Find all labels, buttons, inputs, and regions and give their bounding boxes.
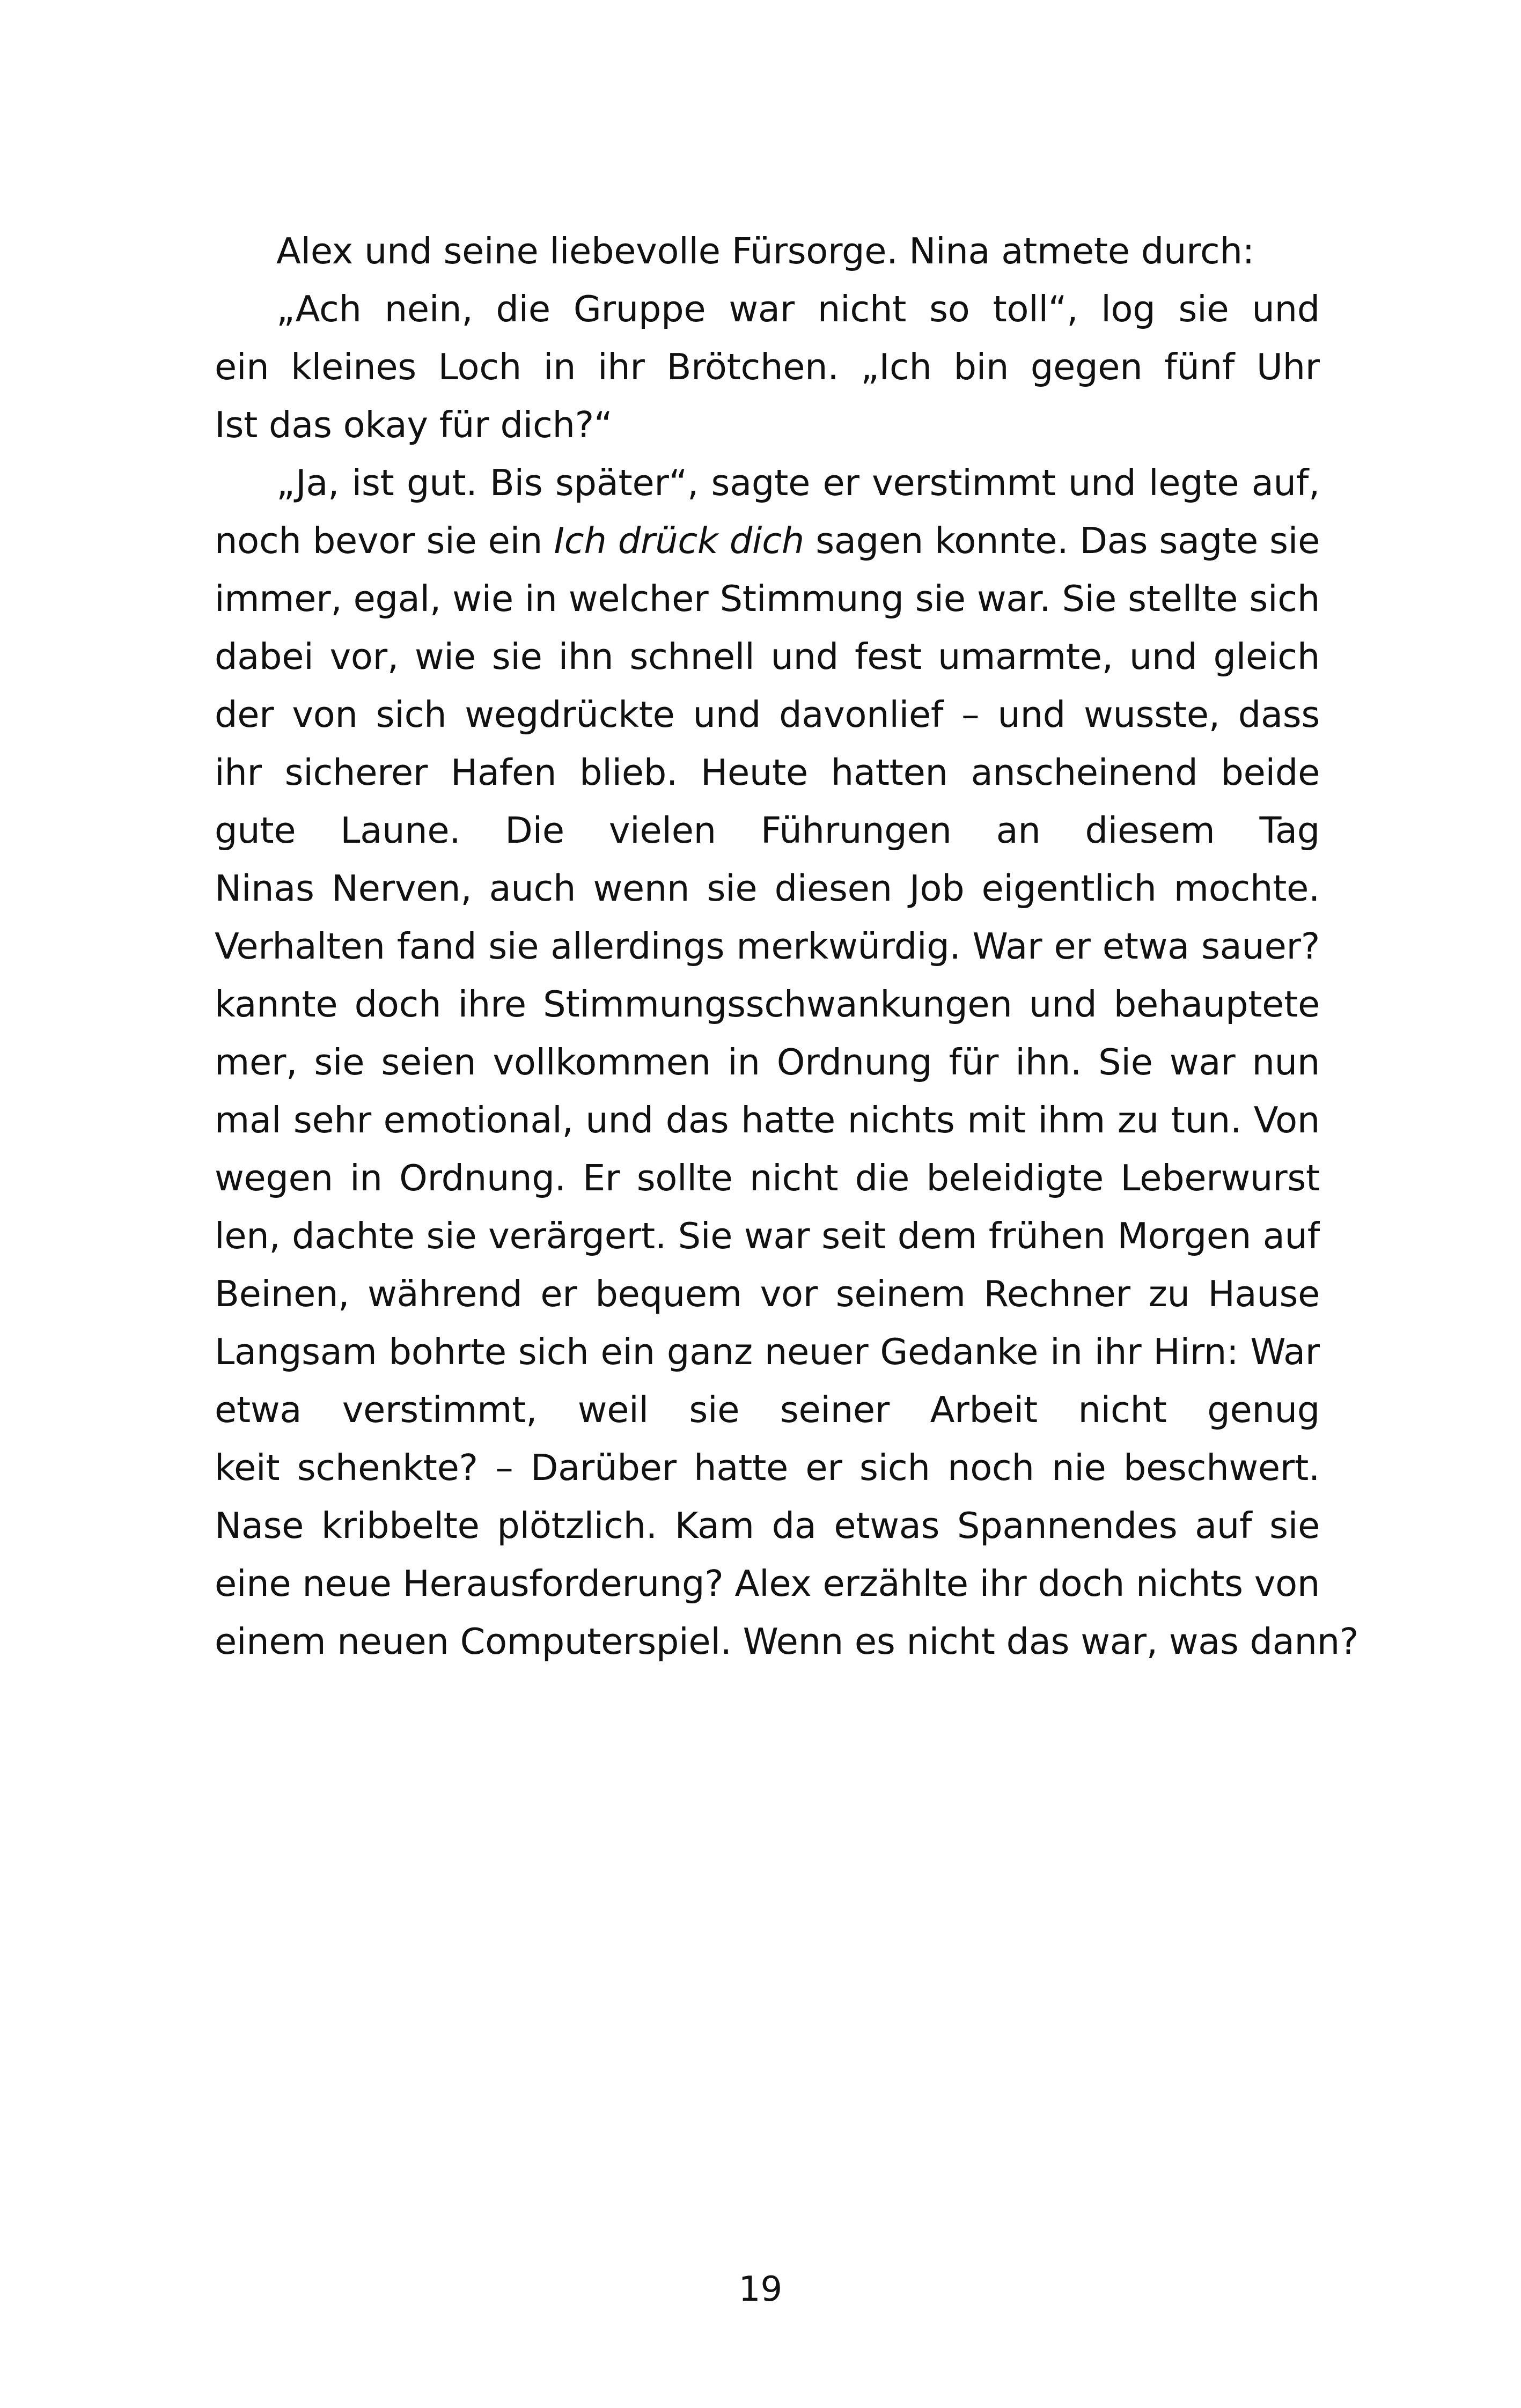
- text-line: etwa verstimmt, weil sie seiner Arbeit nicht genug: [215, 1389, 1320, 1431]
- text-line: Alex und seine liebevolle Fürsorge. Nina atmete durch:: [276, 230, 1254, 272]
- text-line: „Ach nein, die Gruppe war nicht so toll“, log sie und: [276, 288, 1320, 330]
- text-line: der von sich wegdrückte und davonlief – und wusste, dass: [215, 694, 1320, 735]
- text-line: gute Laune. Die vielen Führungen an diesem Tag: [215, 809, 1320, 851]
- text-line: ihr sicherer Hafen blieb. Heute hatten anscheinend beide: [215, 752, 1320, 793]
- text-line: [215, 512, 1320, 570]
- text-line: „Ja, ist gut. Bis später“, sagte er verstimmt und legte auf,: [276, 462, 1320, 504]
- text-line: immer, egal, wie in welcher Stimmung sie war. Sie stellte sich: [215, 578, 1320, 620]
- text-line: Nase kribbelte plötzlich. Kam da etwas Spannendes auf sie: [215, 1505, 1320, 1547]
- body-text: [215, 222, 1359, 1670]
- text-line: wegen in Ordnung. Er sollte nicht die beleidigte Leberwurst: [215, 1157, 1320, 1199]
- italic-phrase: Ich drück dich: [554, 520, 804, 562]
- text-line: Ist das okay für dich?“: [215, 404, 613, 446]
- text-line: Verhalten fand sie allerdings merkwürdig. War er etwa sauer?: [215, 925, 1320, 967]
- text-segment: sagen konnte. Das sagte sie: [804, 520, 1320, 562]
- text-line: kannte doch ihre Stimmungsschwankungen und behauptete: [215, 983, 1320, 1025]
- text-line: mal sehr emotional, und das hatte nichts mit ihm zu tun. Von: [215, 1099, 1320, 1141]
- text-line: Langsam bohrte sich ein ganz neuer Gedanke in ihr Hirn: War: [215, 1331, 1320, 1373]
- text-line: len, dachte sie verärgert. Sie war seit dem frühen Morgen auf: [215, 1215, 1320, 1257]
- text-line: Ninas Nerven, auch wenn sie diesen Job eigentlich mochte.: [215, 867, 1320, 909]
- text-line: Beinen, während er bequem vor seinem Rechner zu Hause: [215, 1273, 1320, 1315]
- text-segment: noch bevor sie ein: [215, 520, 554, 562]
- text-line: mer, sie seien vollkommen in Ordnung für ihn. Sie war nun: [215, 1041, 1320, 1083]
- text-line: keit schenkte? – Darüber hatte er sich noch nie beschwert.: [215, 1447, 1320, 1489]
- text-line: ein kleines Loch in ihr Brötchen. „Ich bin gegen fünf Uhr: [215, 346, 1320, 388]
- text-line: einem neuen Computerspiel. Wenn es nicht das war, was dann?: [215, 1621, 1359, 1662]
- page-number: 19: [738, 2270, 783, 2309]
- text-line: eine neue Herausforderung? Alex erzählte ihr doch nichts von: [215, 1563, 1320, 1604]
- text-line: dabei vor, wie sie ihn schnell und fest umarmte, und gleich: [215, 636, 1320, 678]
